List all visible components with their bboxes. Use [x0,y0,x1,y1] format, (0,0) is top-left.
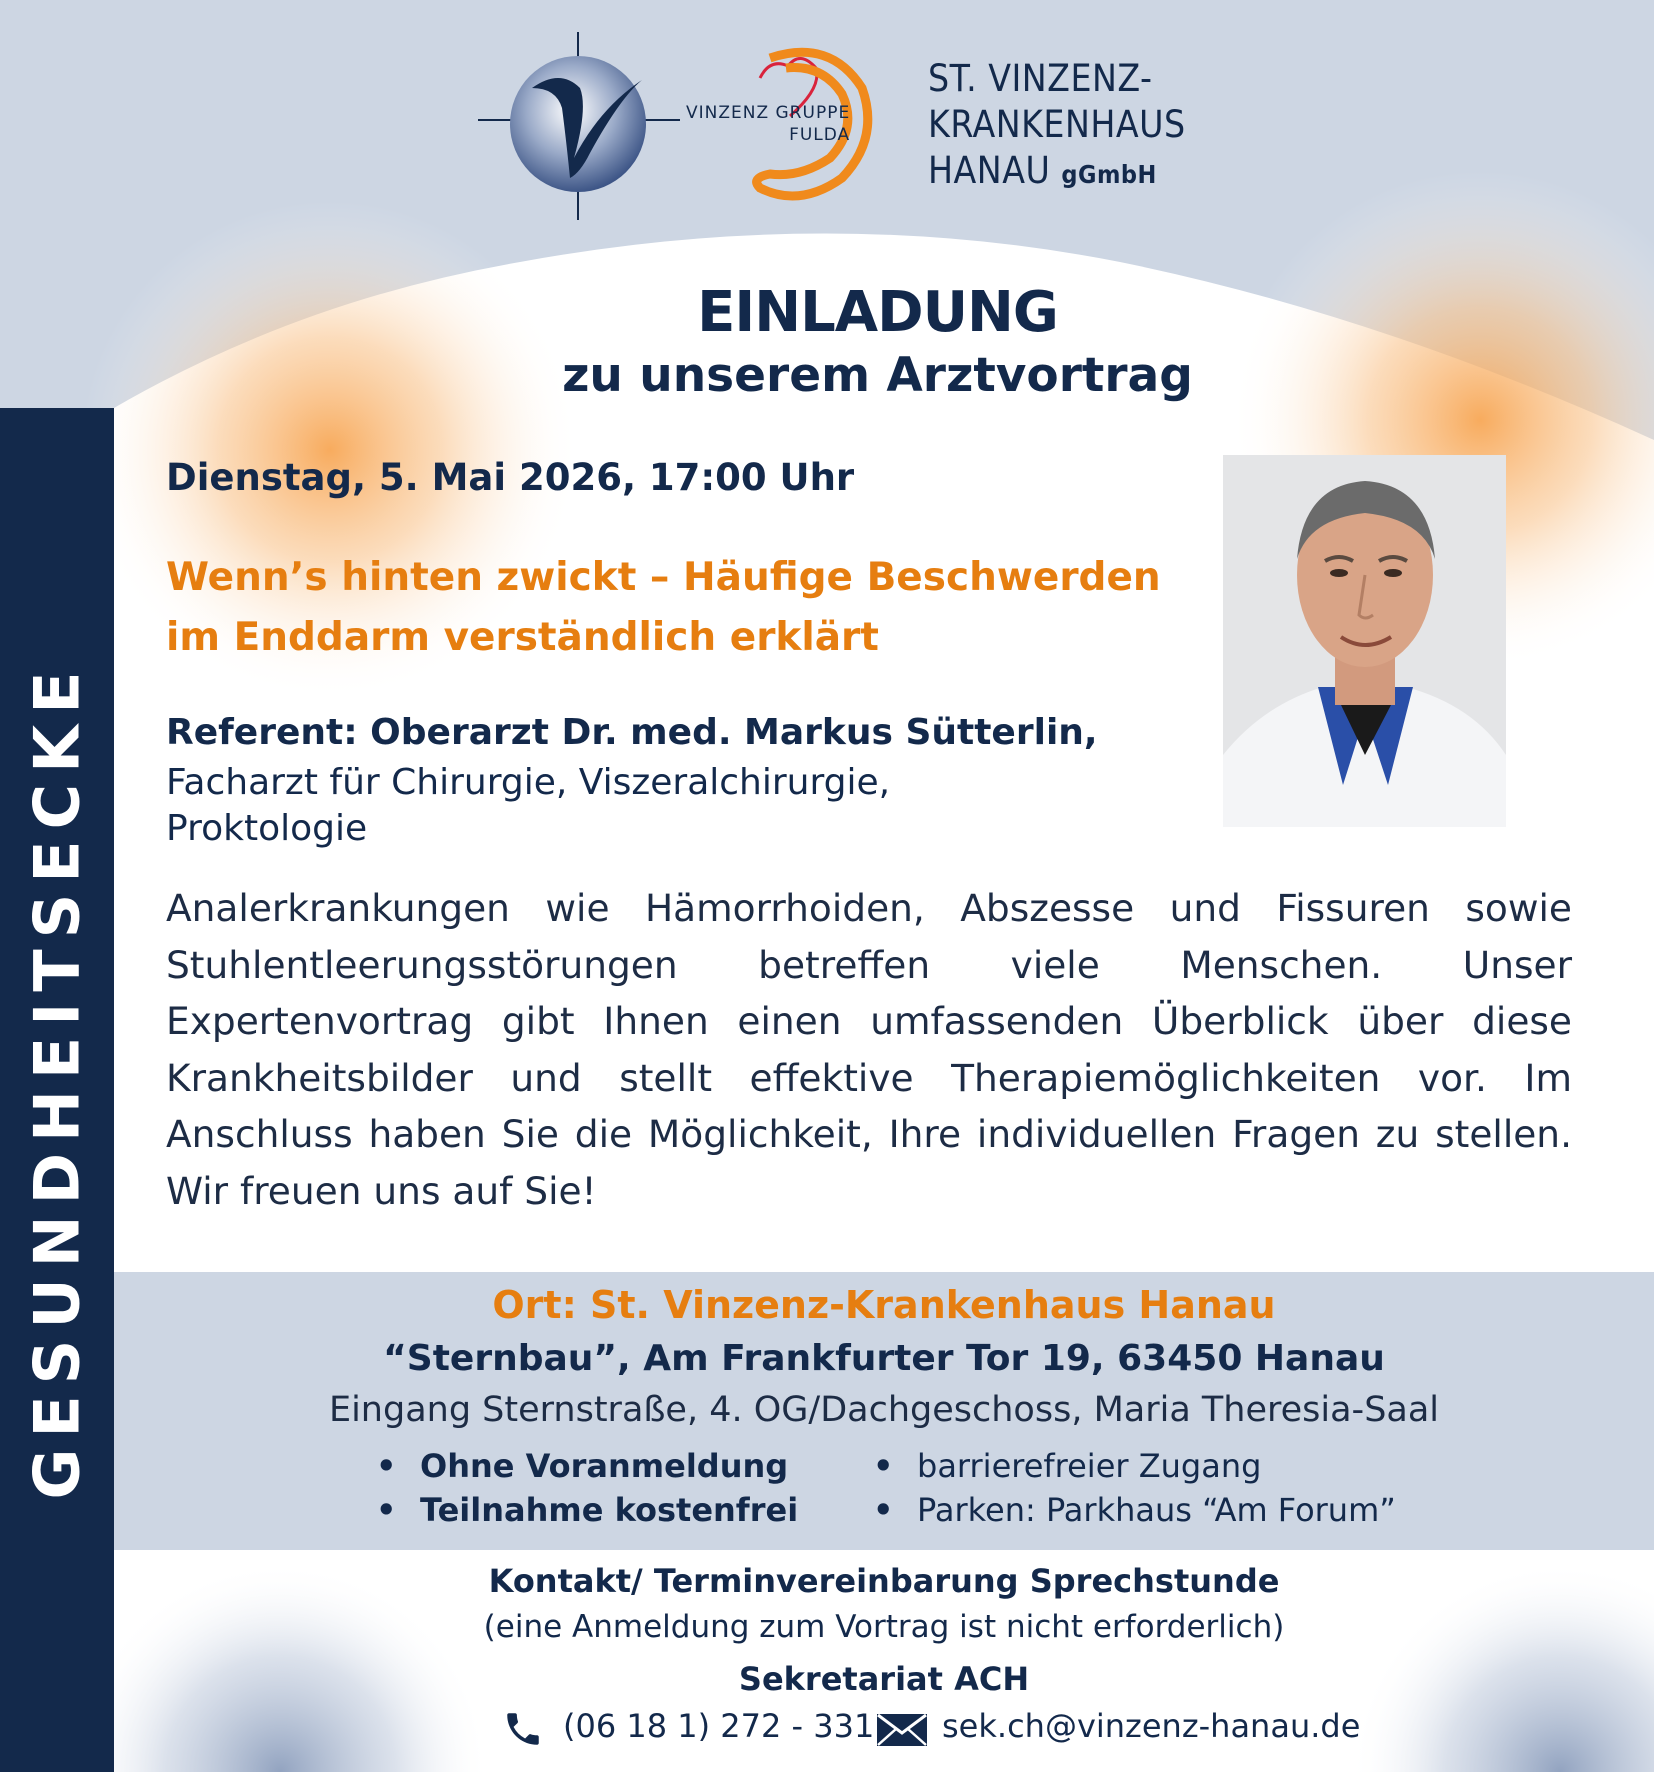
bullet-text: Parken: Parkhaus “Am Forum” [917,1491,1396,1529]
speaker-photo [1223,455,1506,827]
brand-line-1: ST. VINZENZ- [928,57,1153,100]
event-topic [166,548,1206,668]
location-title: Ort: St. Vinzenz-Krankenhaus Hanau [492,1283,1276,1327]
event-date: Dienstag, 5. Mai 2026, 17:00 Uhr [166,456,855,499]
bullet-text: barrierefreier Zugang [917,1447,1262,1485]
phone-number[interactable]: (06 18 1) 272 - 331 [563,1707,875,1745]
topic-line-2: im Enddarm verständlich erklärt [166,615,879,660]
speaker-title [166,760,1066,852]
office-name: Sekretariat ACH [738,1660,1030,1698]
page-title: EINLADUNG [697,280,1058,345]
phone-icon [502,1708,544,1750]
event-description: Analerkrankungen wie Hämorrhoiden, Abszesse und Fissuren sowie Stuhlentleerungsstörungen betreffen viele Menschen. Unser Expertenvortrag gibt Ihnen einen umfassenden Überblick über diese Krankheitsbilder und stellt effektive Therapiemöglichkeiten vor. Im Anschluss haben Sie die Möglichkeit, Ihre individuellen Fragen zu stellen. Wir freuen uns auf Sie! [166,886,1572,1213]
speaker-title-line-2: Proktologie [166,808,368,849]
group-line-1: VINZENZ GRUPPE [686,103,851,123]
contact-note: (eine Anmeldung zum Vortrag ist nicht erforderlich) [483,1609,1285,1645]
location-entrance: Eingang Sternstraße, 4. OG/Dachgeschoss, Maria Theresia-Saal [328,1390,1440,1430]
mail-icon [876,1713,928,1747]
contact-heading: Kontakt/ Terminvereinbarung Sprechstunde [488,1562,1280,1600]
list-item: • barrierefreier Zugang [873,1447,1262,1485]
list-item: • Ohne Voranmeldung [376,1447,789,1485]
bullet-text: Ohne Voranmeldung [420,1447,789,1485]
list-item: • Teilnahme kostenfrei [376,1491,799,1529]
group-name [686,102,850,146]
topic-line-1: Wenn’s hinten zwickt – Häufige Beschwerden [166,555,1161,600]
page-subtitle: zu unserem Arztvortrag [562,348,1193,403]
brand-line-3: HANAU [928,149,1051,192]
location-address: “Sternbau”, Am Frankfurter Tor 19, 63450 Hanau [383,1338,1385,1379]
side-label: GESUNDHEITSECKE [20,660,94,1500]
speaker-title-line-1: Facharzt für Chirurgie, Viszeralchirurgie, [166,762,891,803]
list-item: • Parken: Parkhaus “Am Forum” [873,1491,1396,1529]
bullet-text: Teilnahme kostenfrei [420,1491,799,1529]
brand-line-2: KRANKENHAUS [928,103,1186,146]
brand-suffix: gGmbH [1061,160,1157,189]
group-line-2: FULDA [789,125,851,145]
speaker-name: Referent: Oberarzt Dr. med. Markus Sütterlin, [166,712,1098,753]
hospital-brand [928,56,1186,198]
email-address[interactable]: sek.ch@vinzenz-hanau.de [942,1707,1361,1745]
